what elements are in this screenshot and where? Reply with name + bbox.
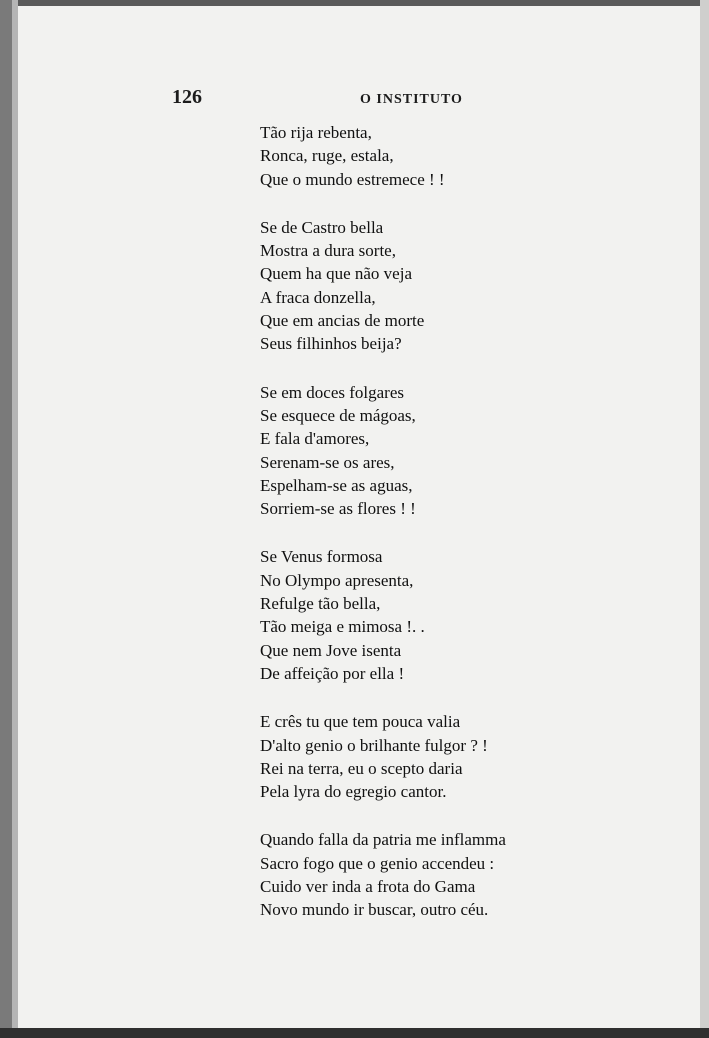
verse-line: Quem ha que não veja — [260, 264, 412, 284]
verse-line: Ronca, ruge, estala, — [260, 146, 394, 166]
verse-line: Tão meiga e mimosa !. . — [260, 617, 425, 637]
verse-line: Serenam-se os ares, — [260, 452, 395, 472]
stanza — [260, 545, 550, 685]
verse-line: Sacro fogo que o genio accendeu : — [260, 853, 495, 873]
verse-line: Que o mundo estremece ! ! — [260, 169, 445, 189]
verse-line: D'alto genio o brilhante fulgor ? ! — [260, 735, 488, 755]
verse-line: Pela lyra do egregio cantor. — [260, 782, 447, 802]
verse-line: A fraca donzella, — [260, 287, 376, 307]
verse-line: Se esquece de mágoas, — [260, 405, 416, 425]
poem — [260, 121, 550, 947]
verse-line: Se em doces folgares — [260, 382, 404, 402]
page-number: 126 — [172, 86, 202, 108]
stanza — [260, 216, 550, 356]
verse-line: Cuido ver inda a frota do Gama — [260, 877, 476, 897]
scan-binding-shadow — [12, 0, 18, 1038]
scan-bottom-border — [0, 1028, 709, 1038]
verse-line: Novo mundo ir buscar, outro céu. — [260, 900, 489, 920]
scan-left-border — [0, 0, 12, 1038]
verse-line: Sorriem-se as flores ! ! — [260, 499, 416, 519]
verse-line: Que nem Jove isenta — [260, 640, 402, 660]
verse-line: Seus filhinhos beija? — [260, 334, 402, 354]
running-title: O INSTITUTO — [360, 92, 463, 107]
verse-line: E fala d'amores, — [260, 429, 370, 449]
verse-line: Tão rija rebenta, — [260, 123, 372, 142]
verse-line: Refulge tão bella, — [260, 594, 381, 614]
stanza — [260, 121, 550, 191]
verse-line: No Olympo apresenta, — [260, 570, 414, 590]
stanza — [260, 710, 550, 803]
verse-line: Espelham-se as aguas, — [260, 475, 413, 495]
scan-top-border — [0, 0, 709, 6]
verse-line: Se de Castro bella — [260, 217, 384, 237]
stanza — [260, 381, 550, 521]
verse-line: Se Venus formosa — [260, 547, 383, 567]
stanza — [260, 828, 550, 921]
verse-line: Quando falla da patria me inflamma — [260, 830, 506, 850]
scan-right-edge — [700, 0, 709, 1038]
verse-line: Rei na terra, eu o scepto daria — [260, 758, 463, 778]
verse-line: Mostra a dura sorte, — [260, 241, 396, 261]
verse-line: De affeição por ella ! — [260, 663, 405, 683]
verse-line: E crês tu que tem pouca valia — [260, 712, 461, 732]
verse-line: Que em ancias de morte — [260, 311, 425, 331]
